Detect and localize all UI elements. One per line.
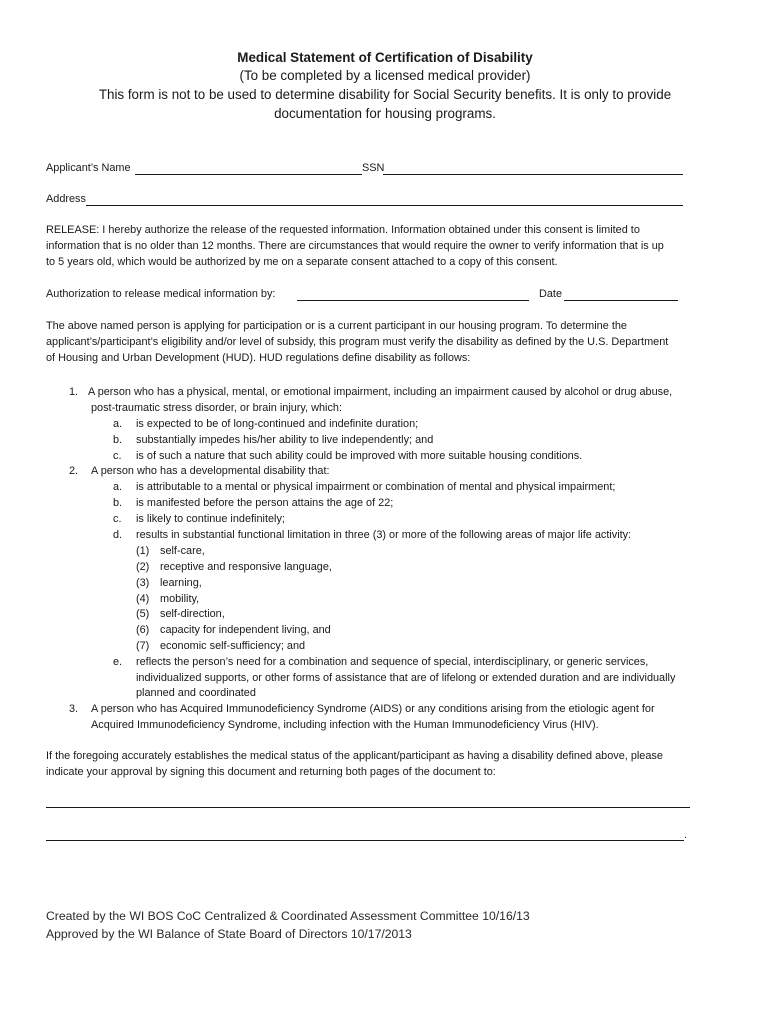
list-subitem: reflects the person’s need for a combination and sequence of special, interdisciplinary, or generic services, — [136, 656, 649, 668]
list-subnumber: (7) — [136, 640, 150, 652]
list-subsubitem: mobility, — [160, 593, 200, 605]
list-subitem: substantially impedes his/her ability to live independently; and — [136, 434, 434, 446]
date-label: Date — [539, 288, 563, 300]
intro-line-3: of Housing and Urban Development (HUD). HUD regulations define disability as follows: — [46, 352, 471, 364]
list-subnumber: (2) — [136, 561, 150, 573]
closing-line-1: If the foregoing accurately establishes the medical status of the applicant/participant as having a disability defined above, please — [46, 750, 663, 762]
ssn-field[interactable] — [383, 174, 683, 175]
list-subsubitem: self-direction, — [160, 608, 225, 620]
list-letter: d. — [113, 529, 123, 541]
footer-approved-line: Approved by the WI Balance of State Board of Directors 10/17/2013 — [46, 927, 412, 941]
list-subsubitem: learning, — [160, 577, 202, 589]
closing-line-2: indicate your approval by signing this document and returning both pages of the document to: — [46, 766, 496, 778]
release-line-3: to 5 years old, which would be authorized by me on a separate consent attached to a copy of this consent. — [46, 256, 558, 268]
list-subitem: is likely to continue indefinitely; — [136, 513, 285, 525]
release-line-2: information that is no older than 12 months. There are circumstances that would require the owner to verify information that is up — [46, 240, 664, 252]
list-item: A person who has Acquired Immunodeficiency Syndrome (AIDS) or any conditions arising from the etiologic agent for — [91, 703, 655, 715]
list-subnumber: (6) — [136, 624, 150, 636]
list-item-continuation: post-traumatic stress disorder, or brain injury, which: — [91, 402, 342, 414]
list-letter: a. — [113, 418, 123, 430]
list-subitem-continuation: individualized supports, or other forms of assistance that are of lifelong or extended duration and are individually — [136, 672, 676, 684]
authorization-label: Authorization to release medical information by: — [46, 288, 276, 300]
return-address-line-2[interactable] — [46, 840, 684, 841]
applicant-name-label: Applicant’s Name — [46, 162, 131, 174]
return-address-period: . — [684, 829, 688, 841]
list-letter: c. — [113, 513, 122, 525]
form-title: Medical Statement of Certification of Disability — [237, 50, 533, 65]
footer-created-line: Created by the WI BOS CoC Centralized & Coordinated Assessment Committee 10/16/13 — [46, 909, 530, 923]
list-number: 1. — [69, 386, 79, 398]
list-item: A person who has a developmental disability that: — [91, 465, 330, 477]
list-subnumber: (5) — [136, 608, 150, 620]
form-subtitle: (To be completed by a licensed medical provider) — [239, 68, 531, 83]
authorization-field[interactable] — [297, 300, 529, 301]
list-number: 2. — [69, 465, 79, 477]
list-subitem: is attributable to a mental or physical impairment or combination of mental and physical impairment; — [136, 481, 616, 493]
list-subsubitem: economic self-sufficiency; and — [160, 640, 306, 652]
list-item: A person who has a physical, mental, or emotional impairment, including an impairment caused by alcohol or drug abuse, — [88, 386, 673, 398]
list-letter: b. — [113, 497, 123, 509]
list-number: 3. — [69, 703, 79, 715]
applicant-name-field[interactable] — [135, 174, 362, 175]
list-subsubitem: receptive and responsive language, — [160, 561, 332, 573]
return-address-line-1[interactable] — [46, 807, 690, 808]
list-subnumber: (1) — [136, 545, 150, 557]
address-label: Address — [46, 193, 86, 205]
list-subitem: is of such a nature that such ability could be improved with more suitable housing conditions. — [136, 450, 583, 462]
intro-line-2: applicant’s/participant’s eligibility and/or level of subsidy, this program must verify the disability as defined by the U.S. Department — [46, 336, 669, 348]
date-field[interactable] — [564, 300, 678, 301]
release-line-1: RELEASE: I hereby authorize the release of the requested information. Information obtained under this consent is limited to — [46, 224, 640, 236]
list-subnumber: (4) — [136, 593, 150, 605]
form-note-line-1: This form is not to be used to determine disability for Social Security benefits. It is only to provide — [98, 87, 672, 102]
list-subsubitem: self-care, — [160, 545, 205, 557]
list-subitem: is manifested before the person attains the age of 22; — [136, 497, 394, 509]
list-letter: b. — [113, 434, 123, 446]
list-letter: a. — [113, 481, 123, 493]
list-letter: e. — [113, 656, 123, 668]
ssn-label: SSN — [362, 162, 385, 174]
list-letter: c. — [113, 450, 122, 462]
address-field[interactable] — [86, 205, 683, 206]
list-subitem: results in substantial functional limitation in three (3) or more of the following areas of major life activity: — [136, 529, 632, 541]
intro-line-1: The above named person is applying for participation or is a current participant in our housing program. To determine the — [46, 320, 627, 332]
list-subsubitem: capacity for independent living, and — [160, 624, 331, 636]
list-item-continuation: Acquired Immunodeficiency Syndrome, including infection with the Human Immunodeficiency Virus (HIV). — [91, 719, 599, 731]
list-subnumber: (3) — [136, 577, 150, 589]
form-note-line-2: documentation for housing programs. — [274, 106, 496, 121]
list-subitem: is expected to be of long-continued and indefinite duration; — [136, 418, 419, 430]
list-subitem-continuation: planned and coordinated — [136, 687, 256, 699]
